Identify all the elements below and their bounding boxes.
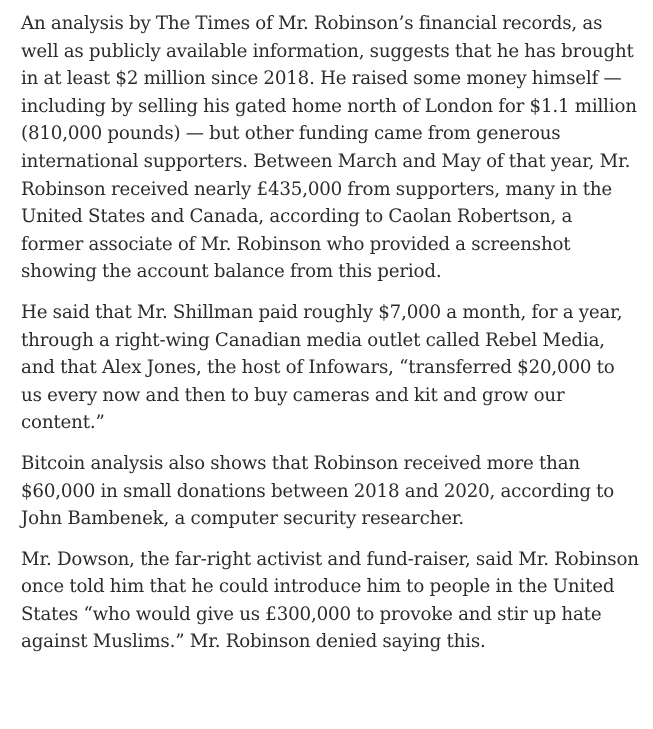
article-paragraph: He said that Mr. Shillman paid roughly $7,000 a month, for a year, through a right-wing Canadian media outlet called Rebel Media, and that Alex Jones, the host of Infowars, “transferred $20,000 to us every now and then to buy cameras and kit and grow our content.” <box>21 301 623 434</box>
article-paragraph: Bitcoin analysis also shows that Robinson received more than $60,000 in small donations between 2018 and 2020, according to John Bambenek, a computer security researcher. <box>21 452 615 530</box>
article-paragraph: An analysis by The Times of Mr. Robinson’s financial records, as well as publicly available information, suggests that he has brought in at least $2 million since 2018. He raised some money himself — including by selling his gated home north of London for $1.1 million (810,000 pounds) — but other funding came from generous international supporters. Between March and May of that year, Mr. Robinson received nearly £435,000 from supporters, many in the United States and Canada, according to Caolan Robertson, a former associate of Mr. Robinson who provided a screenshot showing the account balance from this period. <box>21 13 637 283</box>
article-paragraph: Mr. Dowson, the far-right activist and fund-raiser, said Mr. Robinson once told him that he could introduce him to people in the United States “who would give us £300,000 to provoke and stir up hate against Muslims.” Mr. Robinson denied saying this. <box>21 548 639 653</box>
article-body <box>21 10 639 669</box>
